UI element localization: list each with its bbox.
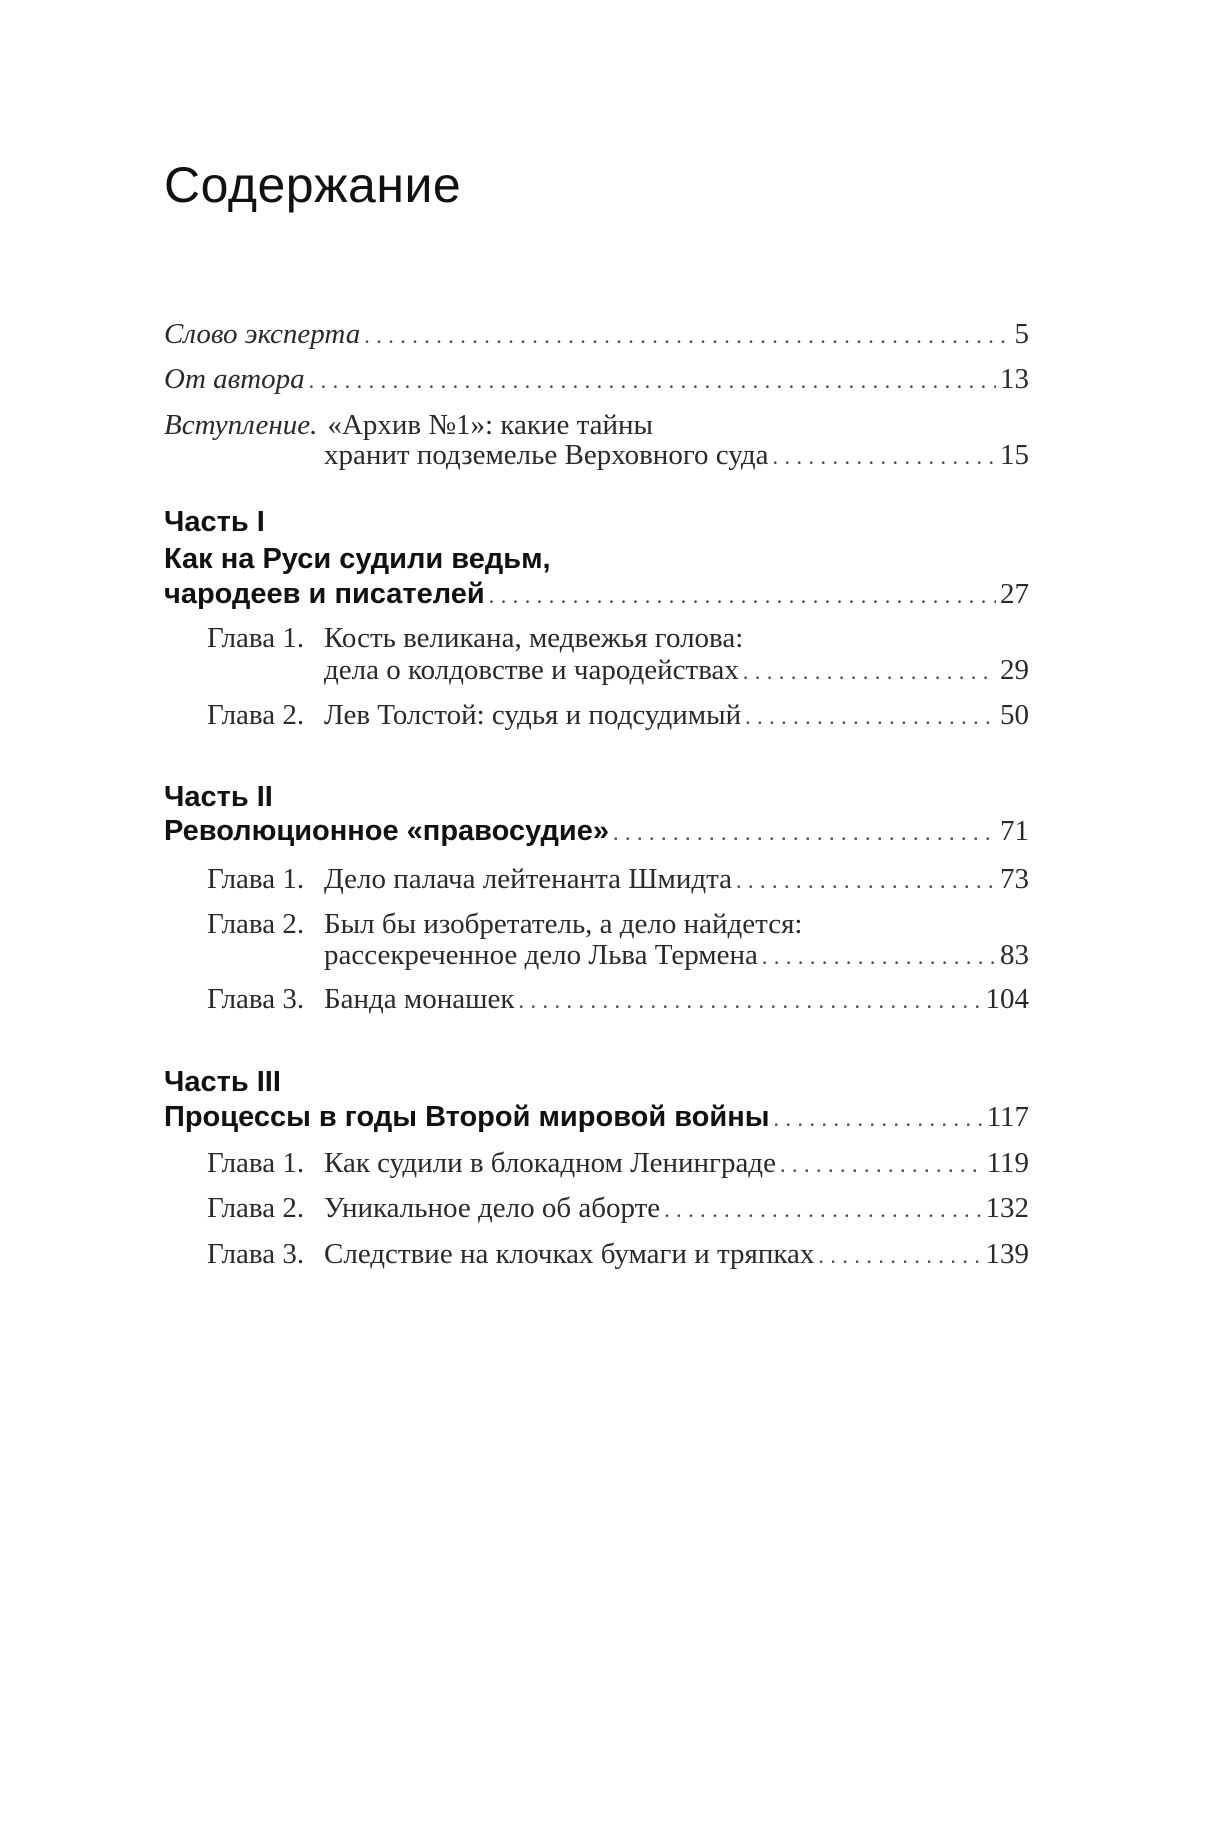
- dot-leader: [364, 323, 1010, 349]
- chapter-title: Банда монашек: [324, 983, 515, 1015]
- chapter-title: Следствие на клочках бумаги и тряпках: [324, 1238, 815, 1270]
- part-title: Революционное «правосудие»: [164, 815, 609, 847]
- dot-leader: [664, 1197, 981, 1223]
- toc-chapter[interactable]: [207, 1238, 1029, 1278]
- chapter-title: рассекреченное дело Льва Термена: [324, 939, 758, 971]
- toc-chapter[interactable]: [207, 622, 743, 655]
- dot-leader: [780, 1152, 983, 1178]
- toc-page-number: 50: [1000, 699, 1029, 731]
- toc-page-number: 119: [986, 1147, 1029, 1179]
- part-label: Часть III: [164, 1066, 281, 1098]
- dot-leader: [489, 583, 996, 609]
- toc-chapter-cont[interactable]: [324, 654, 1029, 694]
- dot-leader: [743, 659, 996, 685]
- toc-chapter[interactable]: [207, 1192, 1029, 1232]
- toc-chapter[interactable]: [207, 908, 802, 941]
- chapter-title: Как судили в блокадном Ленинграде: [324, 1147, 776, 1179]
- part-label: Часть I: [164, 506, 265, 538]
- toc-page-number: 27: [1000, 578, 1029, 610]
- toc-chapter[interactable]: [207, 983, 1029, 1023]
- part-title: чародеев и писателей: [164, 578, 485, 610]
- part-title-line[interactable]: [164, 815, 1029, 855]
- toc-entry-title: «Архив №1»: какие тайны: [327, 409, 653, 441]
- chapter-title: дела о колдовстве и чародействах: [324, 654, 739, 686]
- part-title-cont[interactable]: [164, 578, 1029, 618]
- dot-leader: [745, 704, 996, 730]
- toc-chapter-cont[interactable]: [324, 939, 1029, 979]
- part-title: Процессы в годы Второй мировой войны: [164, 1101, 770, 1133]
- chapter-number: Глава 2.: [207, 699, 305, 731]
- toc-entry-title: Слово эксперта: [164, 318, 361, 350]
- chapter-title: Кость великана, медвежья голова:: [324, 622, 744, 654]
- toc-page-number: 15: [1000, 439, 1029, 471]
- toc-page-number: 73: [1000, 863, 1029, 895]
- dot-leader: [818, 1243, 981, 1269]
- toc-page-number: 139: [985, 1238, 1029, 1270]
- chapter-number: Глава 1.: [207, 1147, 305, 1179]
- dot-leader: [762, 944, 996, 970]
- page-title: Содержание: [164, 157, 462, 213]
- chapter-title: Уникальное дело об аборте: [324, 1192, 661, 1224]
- dot-leader: [518, 988, 981, 1014]
- toc-page-number: 29: [1000, 654, 1029, 686]
- chapter-number: Глава 2.: [207, 908, 305, 940]
- toc-entry-title: хранит подземелье Верховного суда: [324, 439, 769, 471]
- chapter-number: Глава 3.: [207, 983, 305, 1015]
- toc-page-number: 104: [985, 983, 1029, 1015]
- chapter-number: Глава 2.: [207, 1192, 305, 1224]
- part-title[interactable]: Как на Руси судили ведьм,: [164, 543, 551, 575]
- toc-chapter[interactable]: [207, 863, 1029, 903]
- toc-entry-label: Вступление.: [164, 409, 318, 441]
- chapter-number: Глава 3.: [207, 1238, 305, 1270]
- toc-entry-expert[interactable]: [164, 318, 1029, 358]
- dot-leader: [309, 368, 996, 394]
- toc-entry-intro-cont[interactable]: [324, 439, 1029, 479]
- part-title-line[interactable]: [164, 1101, 1029, 1141]
- dot-leader: [613, 820, 996, 846]
- part-label: Часть II: [164, 781, 273, 813]
- toc-page-number: 83: [1000, 939, 1029, 971]
- dot-leader: [774, 1106, 983, 1132]
- toc-page-number: 13: [1000, 363, 1029, 395]
- chapter-title: Дело палача лейтенанта Шмидта: [324, 863, 733, 895]
- chapter-title: Лев Толстой: судья и подсудимый: [324, 699, 742, 731]
- toc-entry-title: От автора: [164, 363, 305, 395]
- toc-chapter[interactable]: [207, 699, 1029, 739]
- toc-chapter[interactable]: [207, 1147, 1029, 1187]
- toc-page-number: 71: [1000, 815, 1029, 847]
- chapter-number: Глава 1.: [207, 863, 305, 895]
- dot-leader: [773, 444, 996, 470]
- chapter-number: Глава 1.: [207, 622, 305, 654]
- chapter-title: Был бы изобретатель, а дело найдется:: [324, 908, 803, 940]
- toc-entry-author[interactable]: [164, 363, 1029, 403]
- toc-page-number: 132: [985, 1192, 1029, 1224]
- dot-leader: [736, 868, 996, 894]
- toc-entry-intro[interactable]: [164, 409, 653, 442]
- toc-page-number: 5: [1014, 318, 1029, 350]
- toc-page-number: 117: [986, 1101, 1029, 1133]
